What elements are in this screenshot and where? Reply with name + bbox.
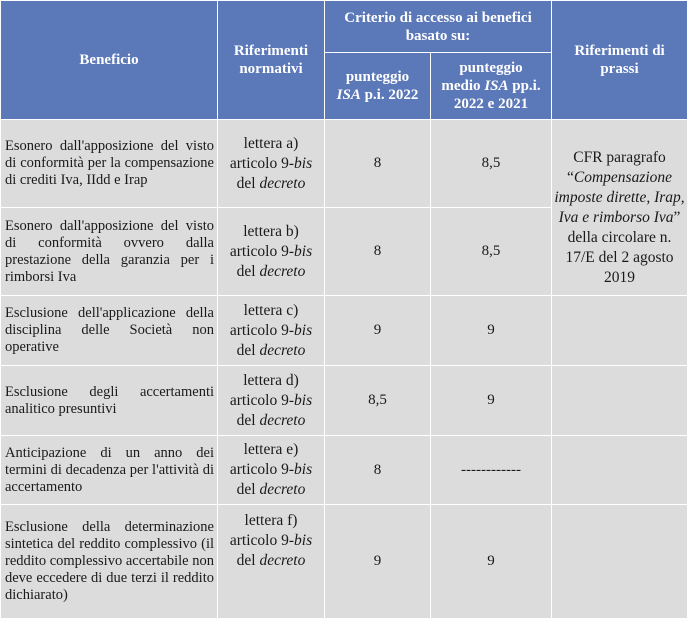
riferimento-cell: lettera a) articolo 9-bis del decreto	[218, 120, 325, 208]
beneficio-cell: Anticipazione di un anno dei termini di decadenza per l'attività di accertamento	[1, 436, 218, 505]
table-row	[1, 366, 687, 436]
riferimento-cell: lettera b) articolo 9-bis del decreto	[218, 208, 325, 296]
table-row	[1, 436, 687, 505]
punteggio-medio-cell: 9	[431, 505, 552, 619]
header-punteggio-2022: punteggio ISA p.i. 2022	[325, 53, 431, 120]
header-punteggio-medio: punteggio medio ISA pp.i. 2022 e 2021	[431, 53, 552, 120]
header-riferimenti-prassi: Riferimenti di prassi	[552, 1, 687, 120]
beneficio-cell: Esonero dall'apposizione del visto di conformità ovvero dalla prestazione della garanzia per i rimborsi Iva	[1, 208, 218, 296]
beneficio-cell: Esclusione dell'applicazione della disciplina delle Società non operative	[1, 296, 218, 366]
header-riferimenti-normativi: Riferimenti normativi	[218, 1, 325, 120]
punteggio-medio-cell: 8,5	[431, 208, 552, 296]
riferimento-cell: lettera e) articolo 9-bis del decreto	[218, 436, 325, 505]
table-row	[1, 296, 687, 366]
riferimento-cell: lettera f) articolo 9-bis del decreto	[218, 505, 325, 619]
table-row	[1, 505, 687, 619]
table-row	[1, 120, 687, 208]
punteggio-2022-cell: 9	[325, 505, 431, 619]
punteggio-2022-cell: 8	[325, 208, 431, 296]
punteggio-medio-cell: 9	[431, 296, 552, 366]
punteggio-2022-cell: 8	[325, 436, 431, 505]
punteggio-medio-cell: 9	[431, 366, 552, 436]
prassi-cell: CFR paragrafo “Compensazione imposte dirette, Irap, Iva e rimborso Iva” della circolare n. 17/E del 2 agosto 2019	[552, 120, 687, 296]
prassi-empty-cell	[552, 436, 687, 505]
beneficio-cell: Esclusione della determinazione sintetica del reddito complessivo (il reddito complessivo accertabile non deve eccedere di due terzi il reddito dichiarato)	[1, 505, 218, 619]
prassi-empty-cell	[552, 366, 687, 436]
prassi-empty-cell	[552, 296, 687, 366]
riferimento-cell: lettera c) articolo 9-bis del decreto	[218, 296, 325, 366]
prassi-empty-cell	[552, 505, 687, 619]
beneficio-cell: Esonero dall'apposizione del visto di conformità per la compensazione di crediti Iva, IIdd e Irap	[1, 120, 218, 208]
punteggio-medio-cell: 8,5	[431, 120, 552, 208]
punteggio-medio-cell: ------------	[431, 436, 552, 505]
punteggio-2022-cell: 8	[325, 120, 431, 208]
beneficio-cell: Esclusione degli accertamenti analitico presuntivi	[1, 366, 218, 436]
header-beneficio: Beneficio	[1, 1, 218, 120]
punteggio-2022-cell: 9	[325, 296, 431, 366]
header-criterio-accesso: Criterio di accesso ai benefici basato su:	[325, 1, 552, 53]
punteggio-2022-cell: 8,5	[325, 366, 431, 436]
riferimento-cell: lettera d) articolo 9-bis del decreto	[218, 366, 325, 436]
